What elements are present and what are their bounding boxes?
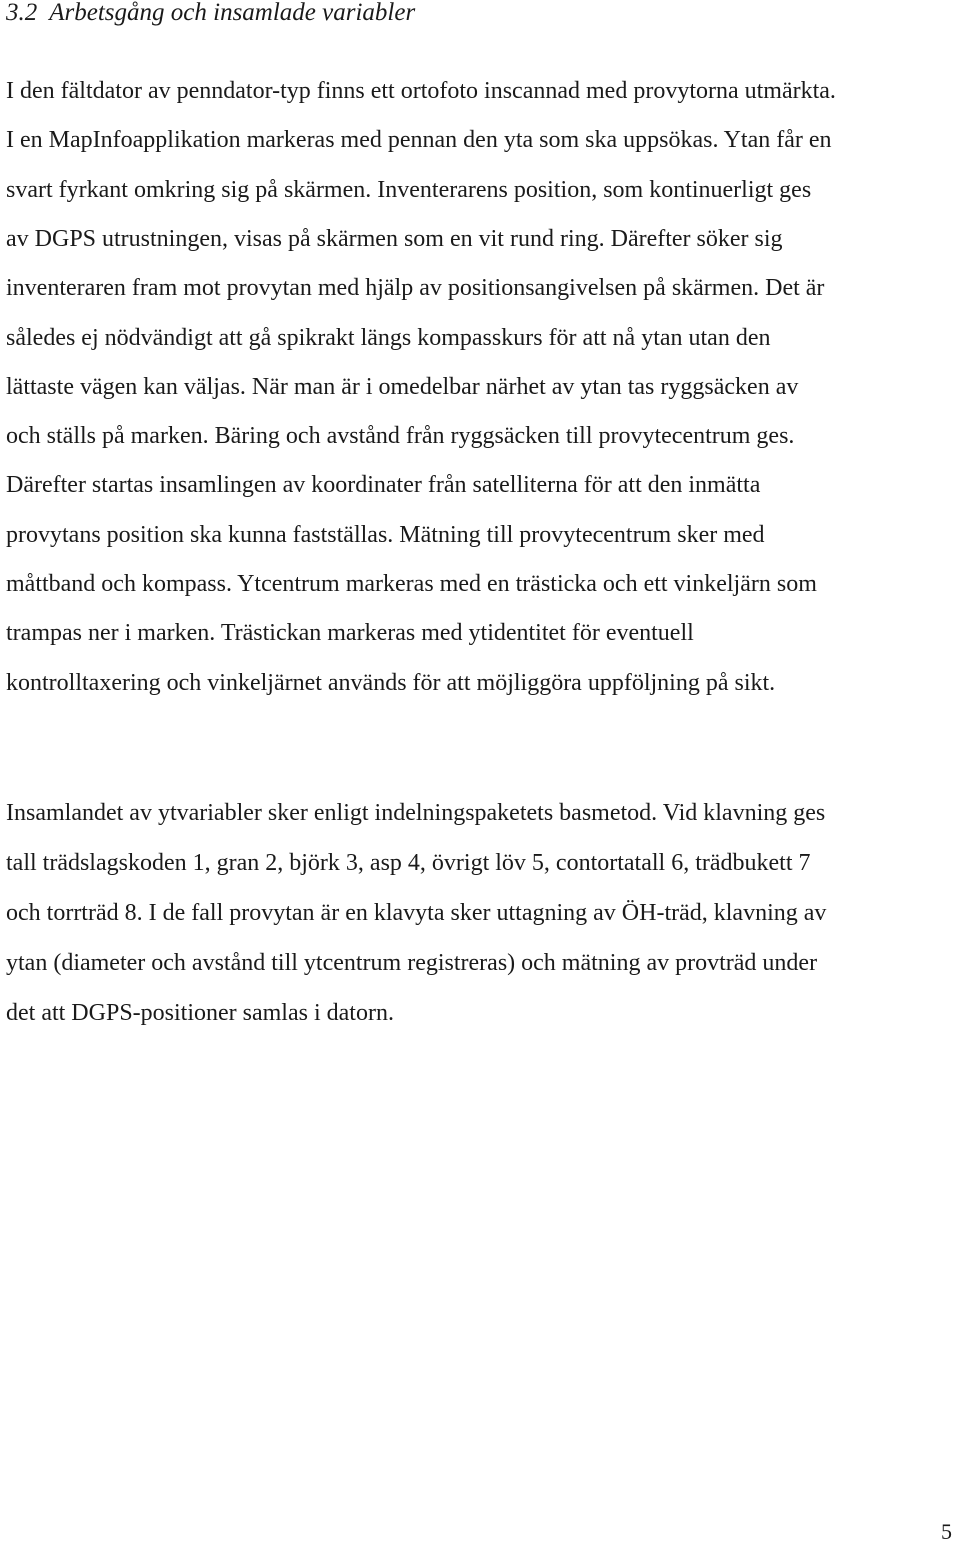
section-heading — [6, 0, 415, 28]
text-line: och ställs på marken. Bäring och avstånd från ryggsäcken till provytecentrum ges. — [6, 423, 795, 450]
section-number: 3.2 — [6, 0, 38, 26]
text-line: Insamlandet av ytvariabler sker enligt indelningspaketets basmetod. Vid klavning ges — [6, 800, 826, 826]
text-line: inventeraren fram mot provytan med hjälp av positionsangivelsen på skärmen. Det är — [6, 275, 825, 302]
text-line: och torrträd 8. I de fall provytan är en klavyta sker uttagning av ÖH-träd, klavning av — [6, 900, 827, 926]
page-number: 5 — [941, 1519, 952, 1544]
text-line: av DGPS utrustningen, visas på skärmen som en vit rund ring. Därefter söker sig — [6, 225, 783, 252]
text-line: I den fältdator av penndator-typ finns ett ortofoto inscannad med provytorna utmärkta. — [6, 78, 836, 104]
text-line: ytan (diameter och avstånd till ytcentrum registreras) och mätning av provträd under — [6, 950, 818, 976]
text-line: I en MapInfoapplikation markeras med pennan den yta som ska uppsökas. Ytan får en — [6, 127, 832, 154]
text-line: således ej nödvändigt att gå spikrakt längs kompasskurs för att nå ytan utan den — [6, 324, 771, 351]
text-line: provytans position ska kunna fastställas. Mätning till provytecentrum sker med — [6, 521, 765, 548]
text-line: Därefter startas insamlingen av koordinater från satelliterna för att den inmätta — [6, 472, 761, 499]
text-line: det att DGPS-positioner samlas i datorn. — [6, 1000, 394, 1026]
text-line: måttband och kompass. Ytcentrum markeras med en trästicka och ett vinkeljärn som — [6, 571, 817, 597]
section-title: Arbetsgång och insamlade variabler — [49, 0, 416, 26]
text-line: trampas ner i marken. Trästickan markeras med ytidentitet för eventuell — [6, 620, 694, 647]
text-line: tall trädslagskoden 1, gran 2, björk 3, asp 4, övrigt löv 5, contortatall 6, trädbukett 7 — [6, 850, 811, 876]
text-line: kontrolltaxering och vinkeljärnet används för att möjliggöra uppföljning på sikt. — [6, 669, 776, 696]
text-line: svart fyrkant omkring sig på skärmen. Inventerarens position, som kontinuerligt ges — [6, 176, 812, 203]
text-line: lättaste vägen kan väljas. När man är i omedelbar närhet av ytan tas ryggsäcken av — [6, 373, 799, 400]
